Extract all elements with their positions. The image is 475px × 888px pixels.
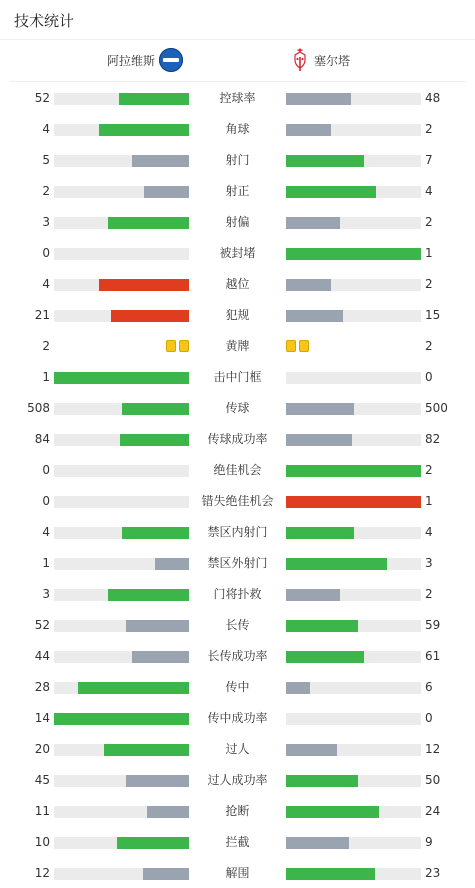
away-bar-fill <box>286 124 331 136</box>
home-bar-fill <box>99 279 189 291</box>
away-bar-track <box>286 124 421 136</box>
away-value: 2 <box>425 463 433 477</box>
stat-label: 黄牌 <box>225 339 250 353</box>
home-bar-track <box>54 279 189 291</box>
home-team-crest-icon <box>159 48 183 72</box>
home-value: 4 <box>42 122 50 136</box>
stat-label: 射正 <box>225 184 250 198</box>
away-bar-track <box>286 744 421 756</box>
home-value: 52 <box>34 618 50 632</box>
away-value: 61 <box>425 649 441 663</box>
stat-row <box>0 462 475 478</box>
stat-row <box>0 369 475 385</box>
home-bar-fill <box>54 713 189 725</box>
home-value: 5 <box>42 153 50 167</box>
home-value: 14 <box>34 711 50 725</box>
away-value: 2 <box>425 339 433 353</box>
home-bar-track <box>54 620 189 632</box>
away-bar-fill <box>286 155 364 167</box>
away-value: 3 <box>425 556 433 570</box>
stat-label: 传中 <box>225 680 250 694</box>
away-bar-fill <box>286 527 354 539</box>
away-bar-fill <box>286 558 387 570</box>
home-bar-track <box>54 558 189 570</box>
home-bar-fill <box>108 217 189 229</box>
home-value: 3 <box>42 587 50 601</box>
home-bar-track <box>54 496 189 508</box>
away-bar-fill <box>286 186 376 198</box>
home-value: 11 <box>34 804 50 818</box>
home-bar-track <box>54 527 189 539</box>
home-bar-fill <box>126 620 189 632</box>
stat-row <box>0 865 475 881</box>
away-bar-track <box>286 465 421 477</box>
away-value: 7 <box>425 153 433 167</box>
home-bar-track <box>54 124 189 136</box>
away-value: 6 <box>425 680 433 694</box>
stat-label: 角球 <box>225 122 250 136</box>
yellow-card-icon <box>166 340 176 352</box>
away-bar-fill <box>286 744 337 756</box>
away-value: 9 <box>425 835 433 849</box>
away-bar-fill <box>286 651 364 663</box>
home-bar-fill <box>120 434 189 446</box>
stat-row <box>0 90 475 106</box>
stat-label: 绝佳机会 <box>213 463 262 477</box>
away-value: 15 <box>425 308 441 322</box>
home-value: 0 <box>42 246 50 260</box>
home-bar-track <box>54 155 189 167</box>
stat-row <box>0 183 475 199</box>
stat-label: 击中门框 <box>213 370 262 384</box>
away-bar-track <box>286 713 421 725</box>
home-value: 4 <box>42 277 50 291</box>
home-bar-fill <box>78 682 189 694</box>
away-bar-fill <box>286 217 340 229</box>
stat-row <box>0 121 475 137</box>
stat-label: 长传 <box>225 618 250 632</box>
page-title: 技术统计 <box>14 12 75 30</box>
home-bar-track <box>54 465 189 477</box>
home-team-name: 阿拉维斯 <box>106 53 155 68</box>
away-bar-track <box>286 496 421 508</box>
away-bar-fill <box>286 465 421 477</box>
stat-row <box>0 493 475 509</box>
stat-label: 抢断 <box>225 804 250 818</box>
away-value: 1 <box>425 494 433 508</box>
yellow-card-icon <box>299 340 309 352</box>
home-value: 20 <box>34 742 50 756</box>
stat-label: 长传成功率 <box>207 649 268 663</box>
away-bar-fill <box>286 682 310 694</box>
home-value: 0 <box>42 494 50 508</box>
stat-row <box>0 431 475 447</box>
away-bar-track <box>286 372 421 384</box>
home-bar-fill <box>117 837 189 849</box>
yellow-card-icon <box>179 340 189 352</box>
away-bar-track <box>286 248 421 260</box>
home-bar-track <box>54 589 189 601</box>
stat-row <box>0 710 475 726</box>
home-value: 10 <box>34 835 50 849</box>
stats-header <box>0 0 475 40</box>
home-bar-track <box>54 775 189 787</box>
home-bar-fill <box>119 93 189 105</box>
away-bar-track <box>286 868 421 880</box>
home-value: 12 <box>34 866 50 880</box>
away-value: 0 <box>425 370 433 384</box>
home-value: 1 <box>42 370 50 384</box>
home-bar-track <box>54 217 189 229</box>
away-bar-track <box>286 589 421 601</box>
away-value: 12 <box>425 742 441 756</box>
home-bar-track <box>54 434 189 446</box>
stat-label: 过人成功率 <box>207 773 268 787</box>
stat-label: 门将扑救 <box>213 587 262 601</box>
stat-row <box>0 741 475 757</box>
home-bar-track <box>54 310 189 322</box>
home-bar-fill <box>104 744 189 756</box>
away-bar-track <box>286 186 421 198</box>
stat-label: 解围 <box>225 866 250 880</box>
home-bar-track <box>54 837 189 849</box>
home-bar-fill <box>122 527 190 539</box>
away-bar-fill <box>286 403 354 415</box>
home-value: 2 <box>42 184 50 198</box>
away-bar-track <box>286 527 421 539</box>
stat-label: 越位 <box>225 277 250 291</box>
home-cards <box>166 340 189 352</box>
home-bar-track <box>54 713 189 725</box>
away-bar-fill <box>286 837 349 849</box>
home-value: 1 <box>42 556 50 570</box>
stat-row <box>0 834 475 850</box>
home-bar-track <box>54 806 189 818</box>
home-bar-track <box>54 372 189 384</box>
away-value: 4 <box>425 525 433 539</box>
home-value: 52 <box>34 91 50 105</box>
away-bar-track <box>286 403 421 415</box>
stat-row <box>0 338 475 354</box>
away-bar-track <box>286 93 421 105</box>
home-bar-fill <box>132 651 189 663</box>
home-value: 28 <box>34 680 50 694</box>
stat-label: 控球率 <box>219 91 256 105</box>
away-bar-track <box>286 806 421 818</box>
away-value: 0 <box>425 711 433 725</box>
stat-label: 犯规 <box>225 308 250 322</box>
away-bar-fill <box>286 496 421 508</box>
stat-label: 射偏 <box>225 215 250 229</box>
away-value: 82 <box>425 432 441 446</box>
away-bar-track <box>286 279 421 291</box>
away-team-name: 塞尔塔 <box>314 53 351 68</box>
home-bar-track <box>54 403 189 415</box>
away-bar-track <box>286 620 421 632</box>
stat-label: 过人 <box>225 742 250 756</box>
home-value: 508 <box>27 401 50 415</box>
stat-row <box>0 679 475 695</box>
away-bar-fill <box>286 775 358 787</box>
home-value: 2 <box>42 339 50 353</box>
stat-row <box>0 276 475 292</box>
home-bar-fill <box>147 806 189 818</box>
away-bar-track <box>286 651 421 663</box>
away-bar-fill <box>286 93 351 105</box>
stat-row <box>0 648 475 664</box>
away-bar-fill <box>286 279 331 291</box>
home-bar-fill <box>144 186 189 198</box>
away-cards <box>286 340 309 352</box>
home-bar-track <box>54 868 189 880</box>
stat-label: 被封堵 <box>219 246 256 260</box>
home-bar-track <box>54 93 189 105</box>
away-bar-track <box>286 775 421 787</box>
stat-row <box>0 214 475 230</box>
away-bar-track <box>286 217 421 229</box>
away-value: 50 <box>425 773 441 787</box>
stat-row <box>0 400 475 416</box>
home-bar-track <box>54 186 189 198</box>
home-bar-track <box>54 651 189 663</box>
home-bar-track <box>54 248 189 260</box>
away-team-crest-icon <box>292 48 308 72</box>
away-bar-fill <box>286 248 421 260</box>
home-bar-fill <box>111 310 189 322</box>
stat-row <box>0 803 475 819</box>
home-team[interactable] <box>107 48 183 72</box>
home-bar-fill <box>122 403 190 415</box>
home-bar-fill <box>126 775 189 787</box>
stat-row <box>0 524 475 540</box>
home-bar-fill <box>99 124 189 136</box>
away-bar-fill <box>286 434 352 446</box>
stat-label: 传球 <box>225 401 250 415</box>
away-bar-track <box>286 310 421 322</box>
home-bar-fill <box>143 868 189 880</box>
away-value: 23 <box>425 866 441 880</box>
away-bar-track <box>286 434 421 446</box>
away-value: 2 <box>425 122 433 136</box>
stat-row <box>0 307 475 323</box>
home-bar-fill <box>54 372 189 384</box>
away-value: 59 <box>425 618 441 632</box>
away-bar-fill <box>286 806 379 818</box>
yellow-card-icon <box>286 340 296 352</box>
stat-label: 传中成功率 <box>207 711 268 725</box>
stat-label: 传球成功率 <box>207 432 268 446</box>
stat-row <box>0 617 475 633</box>
stat-label: 错失绝佳机会 <box>201 494 274 508</box>
away-value: 24 <box>425 804 441 818</box>
away-bar-track <box>286 558 421 570</box>
teams-bar <box>9 40 466 82</box>
away-value: 48 <box>425 91 441 105</box>
stat-label: 禁区内射门 <box>207 525 268 539</box>
home-value: 4 <box>42 525 50 539</box>
away-bar-fill <box>286 620 358 632</box>
stat-row <box>0 555 475 571</box>
away-bar-track <box>286 682 421 694</box>
home-value: 0 <box>42 463 50 477</box>
home-bar-fill <box>155 558 189 570</box>
home-value: 44 <box>34 649 50 663</box>
home-bar-track <box>54 744 189 756</box>
stat-label: 禁区外射门 <box>207 556 268 570</box>
home-value: 45 <box>34 773 50 787</box>
stat-row <box>0 245 475 261</box>
away-value: 500 <box>425 401 448 415</box>
home-bar-fill <box>132 155 189 167</box>
away-bar-fill <box>286 589 340 601</box>
away-value: 2 <box>425 215 433 229</box>
away-bar-fill <box>286 868 375 880</box>
away-value: 2 <box>425 277 433 291</box>
stat-label: 拦截 <box>225 835 250 849</box>
home-bar-track <box>54 682 189 694</box>
away-bar-track <box>286 155 421 167</box>
home-value: 21 <box>34 308 50 322</box>
stat-row <box>0 586 475 602</box>
away-value: 2 <box>425 587 433 601</box>
stat-row <box>0 152 475 168</box>
away-team[interactable] <box>292 48 350 72</box>
stat-row <box>0 772 475 788</box>
away-bar-fill <box>286 310 343 322</box>
away-bar-track <box>286 837 421 849</box>
home-bar-fill <box>108 589 189 601</box>
away-value: 1 <box>425 246 433 260</box>
home-value: 3 <box>42 215 50 229</box>
stat-label: 射门 <box>225 153 250 167</box>
away-value: 4 <box>425 184 433 198</box>
home-value: 84 <box>34 432 50 446</box>
